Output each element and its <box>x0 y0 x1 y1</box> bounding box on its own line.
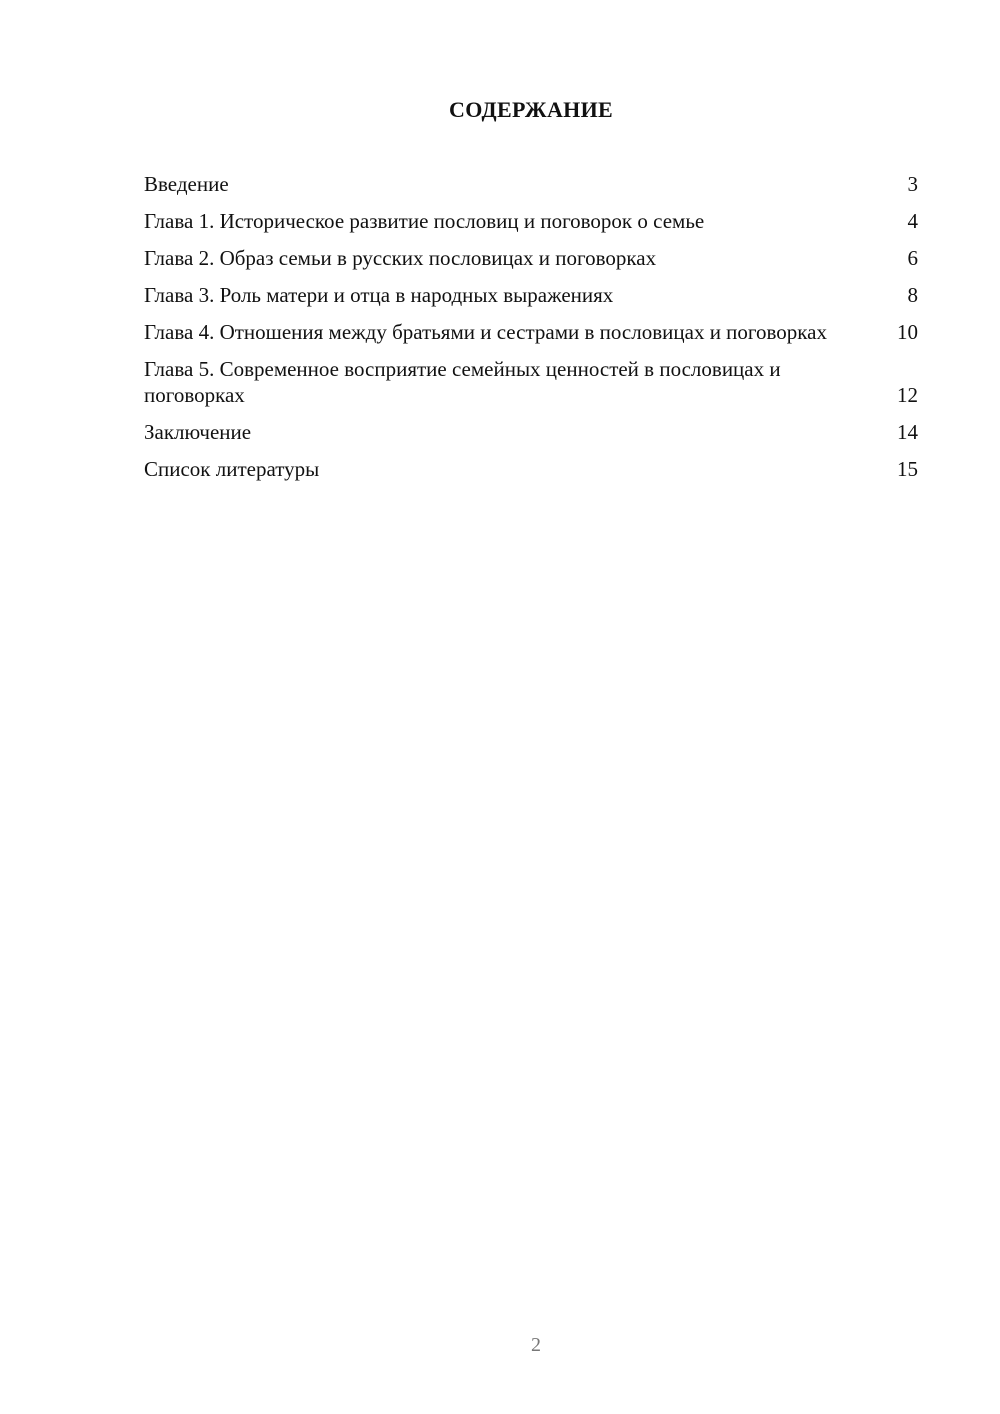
toc-entry-text: Глава 2. Образ семьи в русских пословицах и поговорках <box>144 246 657 270</box>
toc-entry-page: 12 <box>897 383 918 407</box>
toc-entry-chapter-4 <box>144 319 918 345</box>
toc-entry-text: Глава 5. Современное восприятие семейных ценностей в пословицах и поговорках <box>144 357 781 407</box>
toc-entry-text: Глава 3. Роль матери и отца в народных выражениях <box>144 283 614 307</box>
toc-entry-page: 4 <box>907 209 918 233</box>
toc-entry-conclusion <box>144 419 918 445</box>
toc-entry-chapter-3 <box>144 282 918 308</box>
toc-entry-page: 8 <box>907 283 918 307</box>
toc-entry-chapter-5 <box>144 356 918 408</box>
toc-entry-text: Заключение <box>144 420 252 444</box>
toc-entry-text: Глава 4. Отношения между братьями и сестрами в пословицах и поговорках <box>144 320 827 344</box>
toc-entry-page: 15 <box>897 457 918 481</box>
toc-title: СОДЕРЖАНИЕ <box>449 97 613 122</box>
toc-entry-text: Глава 1. Историческое развитие пословиц и поговорок о семье <box>144 209 705 233</box>
toc-entry-chapter-1 <box>144 208 918 234</box>
toc-entry-introduction <box>144 171 918 197</box>
toc-entry-page: 10 <box>897 320 918 344</box>
toc-entry-page: 6 <box>907 246 918 270</box>
toc-entry-chapter-2 <box>144 245 918 271</box>
toc-entry-page: 14 <box>897 420 918 444</box>
toc-entry-text: Список литературы <box>144 457 320 481</box>
toc-entry-text: Введение <box>144 172 229 196</box>
toc-entry-references <box>144 456 918 482</box>
toc-entry-page: 3 <box>907 172 918 196</box>
page-number: 2 <box>531 1334 541 1356</box>
table-of-contents <box>144 171 918 493</box>
